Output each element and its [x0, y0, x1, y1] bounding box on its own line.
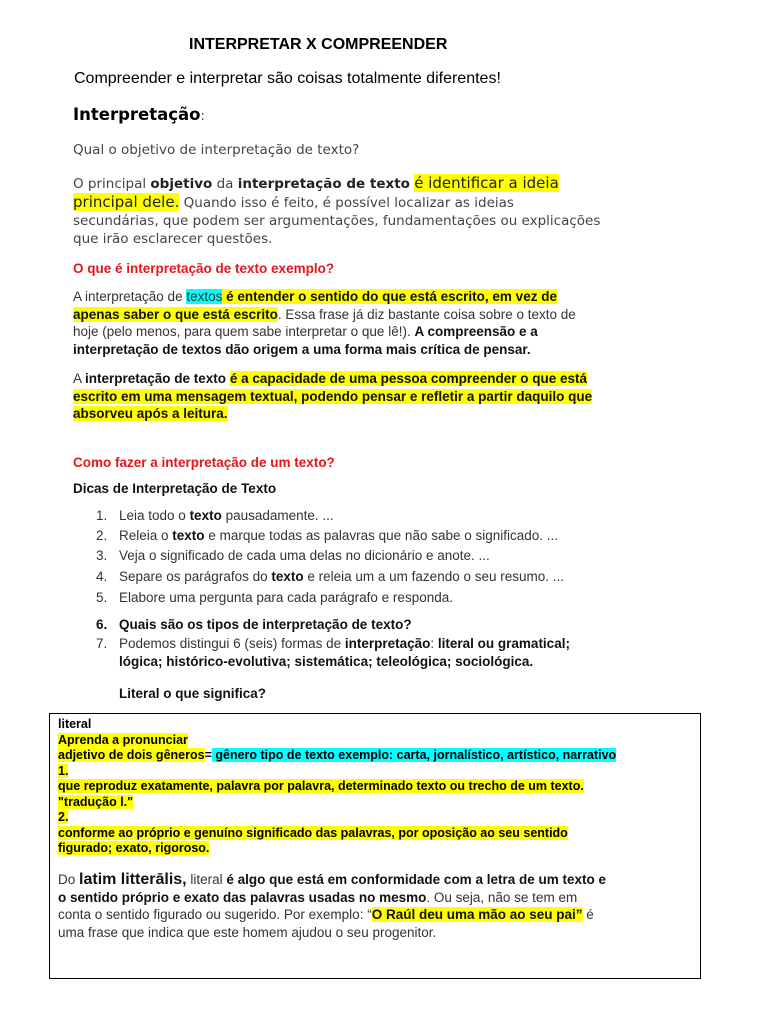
p2-highlight-1: é entender o sentido do que está escrito, em vez de	[222, 289, 557, 304]
box-definition-1: que reproduz exatamente, palavra por palavra, determinado texto ou trecho de um texto.	[58, 779, 584, 793]
item7-bold-d: literal ou gramatical;	[437, 636, 570, 651]
p3-highlight-2: escrito em uma mensagem textual, podendo pensar e refletir a partir daquilo que	[73, 388, 593, 404]
page-title: INTERPRETAR X COMPREENDER	[189, 36, 448, 53]
p1-highlight-2: principal dele.	[73, 193, 180, 211]
box-word: literal	[58, 717, 92, 731]
list-item-text: Quais são os tipos de interpretação de texto?	[119, 617, 412, 632]
box-line-3-end: é	[582, 907, 594, 922]
p2-highlight-textos: textos	[186, 289, 223, 304]
list-item-text: Elabore uma pergunta para cada parágrafo e responda.	[119, 590, 453, 605]
list-item-bold: texto	[172, 528, 205, 543]
list-item-7-line-1	[119, 635, 570, 653]
box-paragraph-line-3	[58, 906, 606, 924]
red-question-example: O que é interpretação de texto exemplo?	[73, 261, 335, 276]
paragraph-definition-line-2	[73, 306, 576, 324]
list-item-number: 2.	[96, 528, 108, 543]
p3-text-a: A	[73, 371, 86, 386]
box-genre: gênero tipo de texto exemplo: carta, jornalístico, artístico, narrativo	[211, 748, 617, 762]
p2-text-b: . Essa frase já diz bastante coisa sobre o texto de	[277, 306, 576, 322]
box-paragraph-line-4: uma frase que indica que este homem ajudou o seu progenitor.	[58, 924, 437, 940]
paragraph-objective-line-2	[73, 193, 600, 212]
box-number-1: 1.	[58, 763, 69, 778]
p1-bold-interpretacao: interpretação de texto	[237, 176, 410, 192]
p1-text-f: Quando isso é feito, é possível localizar as ideias	[179, 195, 514, 211]
p1-text-a: O principal	[73, 176, 151, 192]
box-line-3: conta o sentido figurado ou sugerido. Por exemplo: “	[58, 907, 372, 922]
list-item-text: Releia o	[119, 528, 173, 543]
p2-text-line3: hoje (pelo menos, para quem sabe interpretar o que lê!).	[73, 324, 415, 339]
list-item-number: 3.	[96, 548, 108, 563]
p1-bold-objetivo: objetivo	[150, 176, 213, 192]
box-latim: latim litterālis,	[79, 871, 187, 888]
p3-highlight-1: é a capacidade de uma pessoa compreender o que está	[229, 371, 587, 386]
p3-highlight-3: absorveu após a leitura.	[73, 406, 228, 421]
box-equals: =	[204, 748, 212, 762]
box-definition-2b: figurado; exato, rigoroso.	[58, 841, 210, 855]
list-item-text: Veja o significado de cada uma delas no dicionário e anote. ...	[119, 548, 490, 563]
interpretation-heading-text: Interpretação	[73, 105, 201, 124]
list-item-text-end: e marque todas as palavras que não sabe o significado. ...	[204, 528, 559, 543]
subtitle: Compreender e interpretar são coisas totalmente diferentes!	[74, 70, 501, 87]
box-bold-2: o sentido próprio e exato das palavras usadas no mesmo	[58, 889, 427, 905]
paragraph-definition-line-4: interpretação de textos dão origem a uma forma mais crítica de pensar.	[73, 341, 531, 357]
list-item-number: 1.	[96, 508, 108, 523]
list-item	[96, 569, 565, 584]
p2-text-a: A interpretação de	[73, 289, 187, 304]
paragraph-definition-line-1	[73, 288, 576, 306]
paragraph-definition	[73, 288, 576, 358]
list-item-number: 5.	[96, 590, 108, 605]
item7-text-a: Podemos distingui 6 (seis) formas de	[119, 636, 345, 651]
p1-text-c: da	[212, 176, 238, 192]
definition-box	[49, 713, 701, 979]
list-item	[96, 508, 334, 523]
box-paragraph-line-1	[58, 871, 606, 889]
list-item-text-end: e releia um a um fazendo o seu resumo. ...	[303, 569, 565, 584]
paragraph-objective-line-1	[73, 174, 600, 193]
tips-heading: Dicas de Interpretação de Texto	[73, 481, 277, 496]
question-objective: Qual o objetivo de interpretação de texto?	[73, 142, 360, 158]
paragraph-objective-line-3: secundárias, que podem ser argumentações, fundamentações ou explicações	[73, 213, 601, 229]
list-item-text: Separe os parágrafos do	[119, 569, 272, 584]
box-number-2: 2.	[58, 810, 69, 824]
paragraph-capacity	[73, 370, 592, 423]
box-example: O Raúl deu uma mão ao seu pai”	[371, 907, 583, 922]
list-item-7	[96, 635, 570, 669]
list-item-text: Leia todo o	[119, 508, 190, 523]
box-definition-2a: conforme ao próprio e genuíno significado das palavras, por oposição ao seu sentido	[58, 825, 568, 840]
list-item	[96, 590, 453, 605]
p1-highlight-1: é identificar a ideia	[414, 174, 559, 192]
list-item	[96, 548, 490, 563]
p2-highlight-2: apenas saber o que está escrito	[73, 306, 278, 322]
list-item-bold: texto	[189, 508, 222, 523]
box-definition-1b: "tradução l."	[58, 794, 134, 809]
list-item-number: 7.	[96, 636, 108, 651]
box-adjective: adjetivo de dois gêneros	[58, 748, 205, 762]
item7-bold-b: interpretação	[344, 636, 431, 651]
paragraph-definition-line-3	[73, 323, 576, 341]
box-literal: literal	[186, 872, 227, 887]
paragraph-objective-line-4: que irão esclarecer questões.	[73, 231, 273, 247]
interpretation-heading	[73, 105, 205, 124]
red-question-how: Como fazer a interpretação de um texto?	[73, 455, 335, 470]
item7-text-c: :	[430, 636, 438, 651]
paragraph-objective	[73, 174, 600, 248]
list-item-7-line-2: lógica; histórico-evolutiva; sistemática; teleológica; sociológica.	[119, 654, 534, 669]
literal-question: Literal o que significa?	[119, 686, 267, 701]
paragraph-capacity-line-1	[73, 370, 592, 388]
list-item-6	[96, 617, 412, 632]
box-paragraph-line-2	[58, 889, 606, 907]
list-item-bold: texto	[271, 569, 304, 584]
p3-bold: interpretação de texto	[85, 371, 227, 386]
box-bold-1: é algo que está em conformidade com a letra de um texto e	[226, 872, 606, 887]
interpretation-heading-colon: :	[200, 109, 205, 124]
list-item-number: 4.	[96, 569, 108, 584]
box-pronounce: Aprenda a pronunciar	[58, 732, 188, 747]
p2-bold-line3: A compreensão e a	[414, 324, 538, 339]
box-rest-2: . Ou seja, não se tem em	[426, 889, 578, 905]
box-do: Do	[58, 872, 80, 887]
list-item-text-end: pausadamente. ...	[221, 508, 334, 523]
list-item-number: 6.	[96, 617, 108, 632]
list-item	[96, 528, 559, 543]
